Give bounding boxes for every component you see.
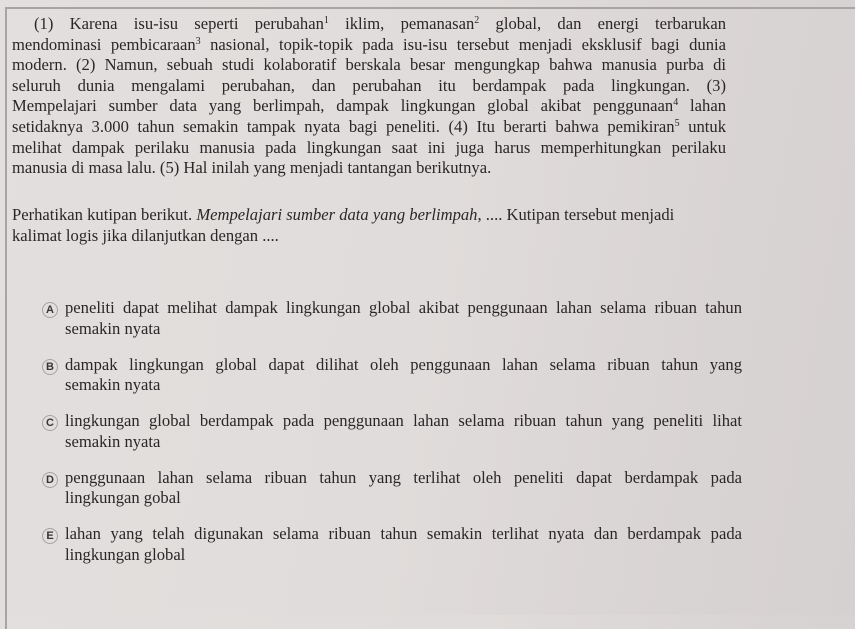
passage-text: global, dan energi terbarukan xyxy=(479,14,727,33)
radio-d-icon[interactable]: D xyxy=(42,472,58,488)
option-e-text[interactable]: lahan yang telah digunakan selama ribuan tahun semakin terlihat nyata dan berdampak pada lingkungan global xyxy=(65,524,742,564)
option-a[interactable] xyxy=(42,298,742,355)
question-line-2: kalimat logis jika dilanjutkan dengan .... xyxy=(12,225,279,245)
question-quote: Mempelajari sumber data yang berlimpah xyxy=(196,205,478,224)
passage-text: manusia di masa lalu. (5) Hal inilah yang menjadi tantangan berikutnya. xyxy=(12,158,492,178)
option-d[interactable] xyxy=(42,468,742,525)
passage-line xyxy=(12,96,726,117)
passage-line xyxy=(12,138,726,159)
option-e[interactable] xyxy=(42,524,742,581)
passage-text: untuk xyxy=(679,116,726,136)
footnote-marker: 2 xyxy=(474,15,480,26)
question-lead: Perhatikan kutipan berikut. xyxy=(12,205,197,224)
passage-line xyxy=(12,55,726,76)
question-prompt xyxy=(12,205,726,246)
answer-options xyxy=(42,298,742,581)
passage-text: (1) Karena isu-isu seperti perubahan xyxy=(34,14,324,33)
footnote-marker: 3 xyxy=(195,35,201,47)
option-b[interactable] xyxy=(42,355,742,412)
passage-text: Mempelajari sumber data yang berlimpah, dampak lingkungan global akibat penggunaan xyxy=(12,96,674,116)
radio-b-icon[interactable]: B xyxy=(42,359,58,375)
radio-a-icon[interactable]: A xyxy=(42,302,58,318)
footnote-marker: 5 xyxy=(674,117,680,129)
passage-text: mendominasi pembicaraan xyxy=(12,34,196,54)
passage-line xyxy=(12,14,726,35)
passage-text: seluruh dunia mengalami perubahan, dan perubahan itu berdampak pada lingkungan. (3) xyxy=(12,75,726,95)
passage-text: melihat dampak perilaku manusia pada lingkungan saat ini juga harus memperhitungkan perilaku xyxy=(12,137,726,157)
option-a-text[interactable]: peneliti dapat melihat dampak lingkungan global akibat penggunaan lahan selama ribuan tahun semakin nyata xyxy=(65,298,742,338)
option-c-text[interactable]: lingkungan global berdampak pada penggunaan lahan selama ribuan tahun yang peneliti lihat semakin nyata xyxy=(65,411,742,451)
option-d-text[interactable]: penggunaan lahan selama ribuan tahun yang terlihat oleh peneliti dapat berdampak pada lingkungan gobal xyxy=(65,467,742,508)
passage-text: iklim, pemanasan xyxy=(328,14,475,33)
option-b-text[interactable]: dampak lingkungan global dapat dilihat oleh penggunaan lahan selama ribuan tahun yang semakin nyata xyxy=(65,354,742,395)
footnote-marker: 4 xyxy=(673,97,679,109)
passage-text: modern. (2) Namun, sebuah studi kolaboratif berskala besar mengungkap bahwa manusia purba di xyxy=(12,55,726,75)
passage-text: setidaknya 3.000 tahun semakin tampak nyata bagi peneliti. (4) Itu berarti bahwa pemikiran xyxy=(12,116,675,136)
footnote-marker: 1 xyxy=(323,15,329,26)
radio-c-icon[interactable]: C xyxy=(42,415,58,431)
passage-line xyxy=(12,158,726,179)
passage-line xyxy=(12,35,726,56)
option-c[interactable] xyxy=(42,411,742,468)
radio-e-icon[interactable]: E xyxy=(42,528,58,544)
passage-text: lahan xyxy=(678,96,726,116)
passage-line xyxy=(12,117,726,138)
passage-text: nasional, topik-topik pada isu-isu tersebut menjadi eksklusif bagi dunia xyxy=(200,34,726,54)
passage-line xyxy=(12,76,726,97)
reading-passage xyxy=(12,14,726,179)
question-after-quote: , .... Kutipan tersebut menjadi xyxy=(477,205,675,224)
